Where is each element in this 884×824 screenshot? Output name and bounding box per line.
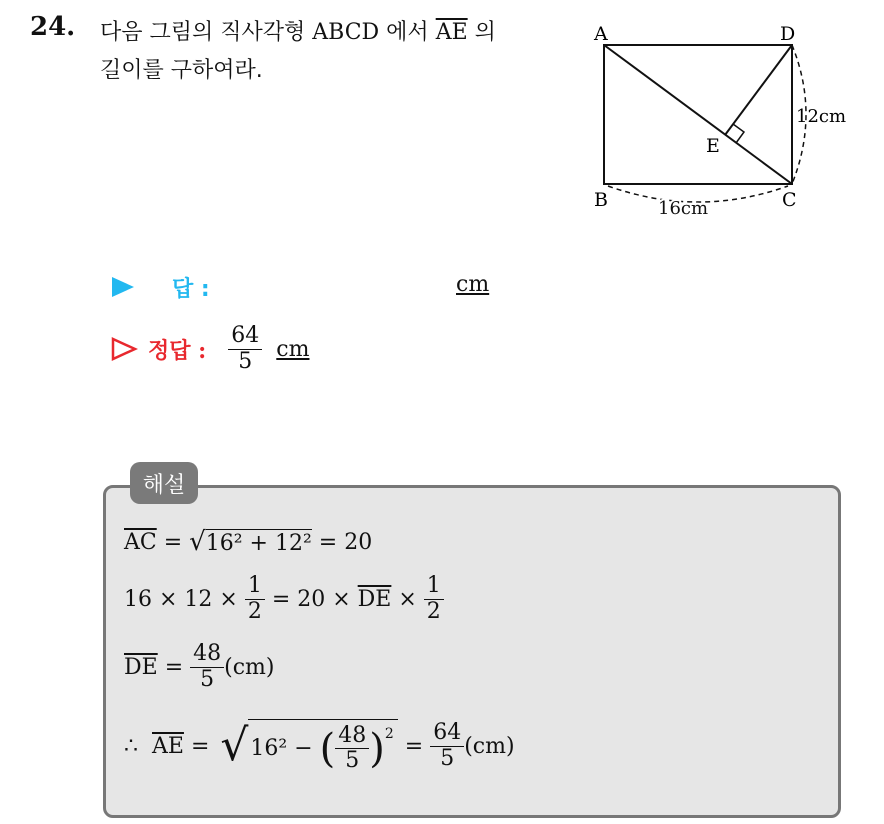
question-line2: 길이를 구하여라. <box>100 58 263 83</box>
filled-triangle-icon <box>110 275 136 299</box>
question-text <box>100 14 570 90</box>
solution-line-2: 16 × 12 × $\frac{1}{2}$ = 20 × $\overline{DE}$ × $\frac{1}{2}$ <box>124 568 444 630</box>
right-angle-mark <box>733 124 744 143</box>
label-e: E <box>706 135 720 157</box>
solution-line-1: $\overline{AC}$ = √ 16² + 12² = 20 <box>124 527 373 557</box>
answer-label: 답 : <box>172 276 210 302</box>
solution-line-4: ∴ $\overline{AE}$ = √ 16² − ( $\frac{48}{5}$ ) 2 = $\frac{64}{5}$ (cm) <box>124 720 515 773</box>
correct-fraction: $\frac{64}{5}$ <box>228 324 262 373</box>
rect-name: ABCD <box>312 20 380 45</box>
answer-unit: cm <box>456 272 490 297</box>
question-number: 24. <box>30 12 76 42</box>
therefore-symbol: ∴ <box>124 733 138 759</box>
question-text-after: 의 <box>467 20 496 45</box>
fraction-half-2: $\frac{1}{2}$ <box>424 574 444 623</box>
fraction-48-5: $\frac{48}{5}$ <box>190 642 224 691</box>
solution-line-3: $\overline{DE}$ = $\frac{48}{5}$ (cm) <box>124 641 275 692</box>
fraction-48-5-inner: $\frac{48}{5}$ <box>335 724 369 773</box>
correct-answer-row <box>110 318 309 380</box>
segment-ae: $\overline{AE}$ <box>435 20 468 45</box>
sqrt-symbol: √ <box>189 527 206 557</box>
width-label: 16cm <box>658 198 709 219</box>
solution-tab: 해설 <box>130 462 198 504</box>
fraction-half: $\frac{1}{2}$ <box>245 574 265 623</box>
correct-label: 정답 : <box>148 337 207 364</box>
question-text-mid: 에서 <box>379 20 436 45</box>
fraction-64-5: $\frac{64}{5}$ <box>430 721 464 770</box>
label-c: C <box>782 189 797 211</box>
rectangle-figure <box>580 18 880 228</box>
big-sqrt-symbol: √ <box>220 720 249 771</box>
segment-de <box>725 45 792 135</box>
label-a: A <box>594 23 608 45</box>
label-d: D <box>780 23 796 45</box>
outline-triangle-icon <box>110 336 138 362</box>
sqrt-radicand: 16² − ( $\frac{48}{5}$ ) 2 <box>248 719 397 773</box>
question-text-before: 다음 그림의 직사각형 <box>100 20 313 45</box>
height-label: 12cm <box>796 106 847 127</box>
correct-unit: cm <box>276 336 310 362</box>
answer-row <box>110 270 210 304</box>
label-b: B <box>594 189 608 211</box>
diagonal-ac <box>604 45 792 184</box>
